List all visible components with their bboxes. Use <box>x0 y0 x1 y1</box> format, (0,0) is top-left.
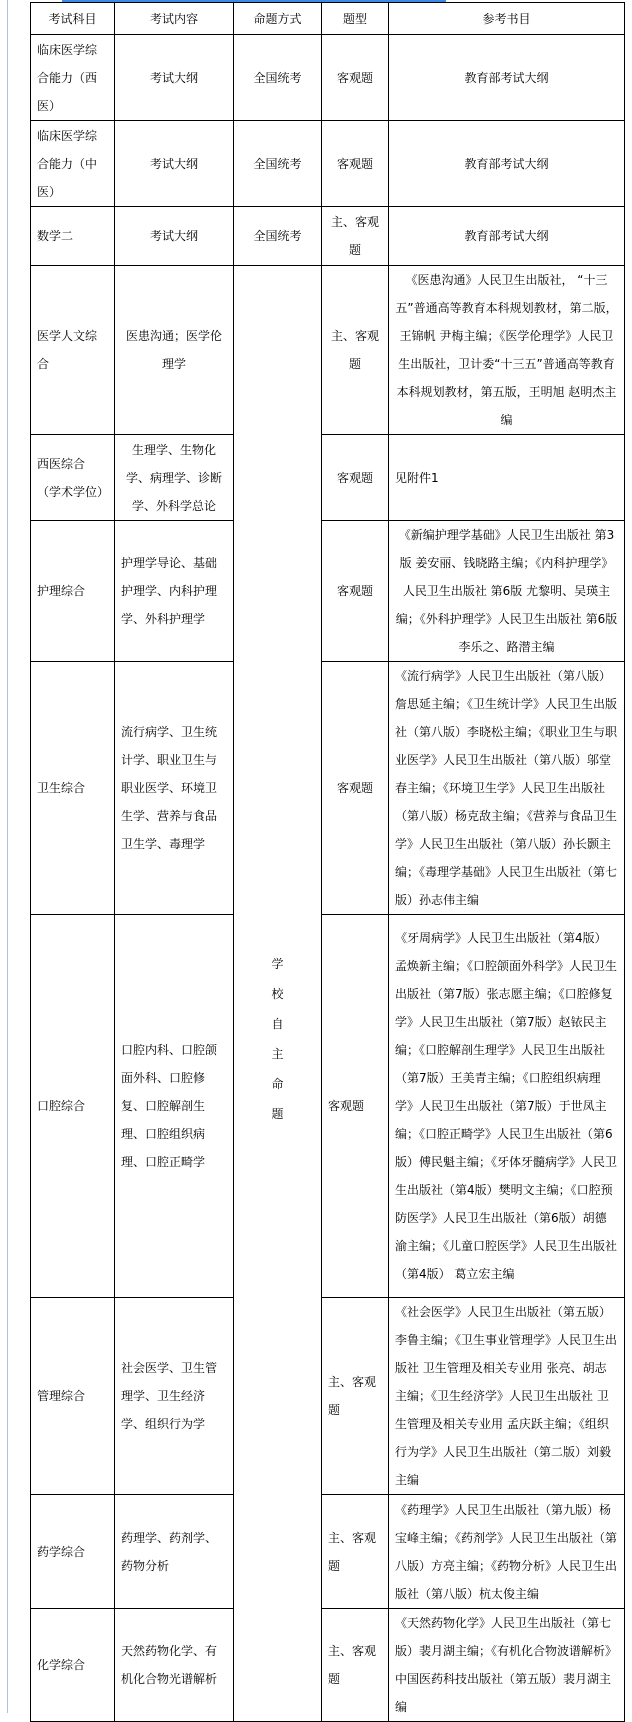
type-cell: 客观题 <box>322 435 389 521</box>
merged-method-cell <box>234 266 322 1722</box>
exam-subjects-table <box>30 2 625 1722</box>
content-cell: 护理学导论、基础护理学、内科护理学、外科护理学 <box>115 521 234 662</box>
table-row <box>31 435 625 521</box>
header-method: 命题方式 <box>234 3 322 35</box>
subject-cell: 医学人文综合 <box>31 266 115 435</box>
method-char: 主 <box>271 1046 284 1061</box>
subject-cell: 药学综合 <box>31 1495 115 1609</box>
method-cell: 全国统考 <box>234 121 322 207</box>
table-row <box>31 1495 625 1609</box>
method-char: 校 <box>271 986 284 1001</box>
references-cell: 《新编护理学基础》人民卫生出版社 第3版 姜安丽、钱晓路主编；《内科护理学》人民卫生出版社 第6版 尤黎明、吴瑛主编；《外科护理学》人民卫生出版社 第6版 李乐之、路潜主编 <box>389 521 625 662</box>
content-cell: 医患沟通；医学伦理学 <box>115 266 234 435</box>
subject-cell: 临床医学综合能力（中医） <box>31 121 115 207</box>
table-header-row <box>31 3 625 35</box>
header-subject: 考试科目 <box>31 3 115 35</box>
table-row <box>31 35 625 121</box>
table-row <box>31 915 625 1298</box>
method-cell: 全国统考 <box>234 207 322 266</box>
references-cell: 《社会医学》人民卫生出版社（第五版）李鲁主编；《卫生事业管理学》人民卫生出版社 卫生管理及相关专业用 张亮、胡志主编；《卫生经济学》人民卫生出版社 卫生管理及相关专业用 孟庆跃主编；《组织行为学》人民卫生出版社（第二版）刘毅主编 <box>389 1298 625 1495</box>
table-row <box>31 1609 625 1722</box>
subject-cell: 临床医学综合能力（西医） <box>31 35 115 121</box>
type-cell: 主、客观题 <box>322 1298 389 1495</box>
content-cell: 生理学、生物化学、病理学、诊断学、外科学总论 <box>115 435 234 521</box>
subject-cell: 口腔综合 <box>31 915 115 1298</box>
left-border-rule <box>7 0 8 1713</box>
references-cell: 教育部考试大纲 <box>389 35 625 121</box>
method-char: 题 <box>271 1106 284 1121</box>
subject-cell: 护理综合 <box>31 521 115 662</box>
references-cell: 《药理学》人民卫生出版社（第九版）杨宝峰主编；《药剂学》人民卫生出版社（第八版）方亮主编；《药物分析》人民卫生出版社（第八版）杭太俊主编 <box>389 1495 625 1609</box>
subject-cell: 数学二 <box>31 207 115 266</box>
subject-cell: 西医综合（学术学位） <box>31 435 115 521</box>
content-cell: 天然药物化学、有机化合物光谱解析 <box>115 1609 234 1722</box>
header-content: 考试内容 <box>115 3 234 35</box>
method-char: 自 <box>271 1016 284 1031</box>
references-cell: 《流行病学》人民卫生出版社（第八版）詹思延主编；《卫生统计学》人民卫生出版社（第八版）李晓松主编；《职业卫生与职业医学》人民卫生出版社（第八版）邬堂春主编；《环境卫生学》人民卫生出版社（第八版）杨克敌主编；《营养与食品卫生学》人民卫生出版社（第八版）孙长颢主编；《毒理学基础》人民卫生出版社（第七版）孙志伟主编 <box>389 662 625 915</box>
content-cell: 药理学、药剂学、药物分析 <box>115 1495 234 1609</box>
type-cell: 主、客观题 <box>322 1495 389 1609</box>
content-cell: 社会医学、卫生管理学、卫生经济学、组织行为学 <box>115 1298 234 1495</box>
references-cell: 《天然药物化学》人民卫生出版社（第七版）裴月湖主编；《有机化合物波谱解析》中国医药科技出版社（第五版）裴月湖主编 <box>389 1609 625 1722</box>
subject-cell: 卫生综合 <box>31 662 115 915</box>
type-cell: 主、客观题 <box>322 1609 389 1722</box>
type-cell: 客观题 <box>322 35 389 121</box>
table-row <box>31 207 625 266</box>
type-cell: 主、客观题 <box>322 266 389 435</box>
references-cell: 见附件1 <box>389 435 625 521</box>
type-cell: 客观题 <box>322 662 389 915</box>
table-row <box>31 662 625 915</box>
references-cell: 《医患沟通》人民卫生出版社， “十三五”普通高等教育本科规划教材，第二版，王锦帆 尹梅主编；《医学伦理学》人民卫生出版社，卫计委“十三五”普通高等教育本科规划教材，第五版，王明旭 赵明杰主编 <box>389 266 625 435</box>
type-cell: 主、客观题 <box>322 207 389 266</box>
type-cell: 客观题 <box>322 521 389 662</box>
type-cell: 客观题 <box>322 121 389 207</box>
method-char: 命 <box>271 1076 284 1091</box>
type-cell: 客观题 <box>322 915 389 1298</box>
references-cell: 教育部考试大纲 <box>389 121 625 207</box>
header-type: 题型 <box>322 3 389 35</box>
subject-cell: 管理综合 <box>31 1298 115 1495</box>
content-cell: 考试大纲 <box>115 207 234 266</box>
header-references: 参考书目 <box>389 3 625 35</box>
content-cell: 考试大纲 <box>115 35 234 121</box>
content-cell: 口腔内科、口腔颌面外科、口腔修复、口腔解剖生理、口腔组织病理、口腔正畸学 <box>115 915 234 1298</box>
content-cell: 考试大纲 <box>115 121 234 207</box>
table-row <box>31 266 625 435</box>
table-row <box>31 121 625 207</box>
references-cell: 《牙周病学》人民卫生出版社（第4版）孟焕新主编；《口腔颌面外科学》人民卫生出版社（第7版）张志愿主编；《口腔修复学》人民卫生出版社（第7版）赵铱民主编；《口腔解剖生理学》人民卫生出版社（第7版）王美青主编；《口腔组织病理学》人民卫生出版社（第7版）于世凤主编；《口腔正畸学》人民卫生出版社（第6版）傅民魁主编；《牙体牙髓病学》人民卫生出版社（第4版）樊明文主编；《口腔预防医学》人民卫生出版社（第6版）胡德渝主编；《儿童口腔医学》人民卫生出版社（第4版） 葛立宏主编 <box>389 915 625 1298</box>
content-cell: 流行病学、卫生统计学、职业卫生与职业医学、环境卫生学、营养与食品卫生学、毒理学 <box>115 662 234 915</box>
method-char: 学 <box>271 956 284 971</box>
method-cell: 全国统考 <box>234 35 322 121</box>
references-cell: 教育部考试大纲 <box>389 207 625 266</box>
table-row <box>31 521 625 662</box>
table-row <box>31 1298 625 1495</box>
subject-cell: 化学综合 <box>31 1609 115 1722</box>
